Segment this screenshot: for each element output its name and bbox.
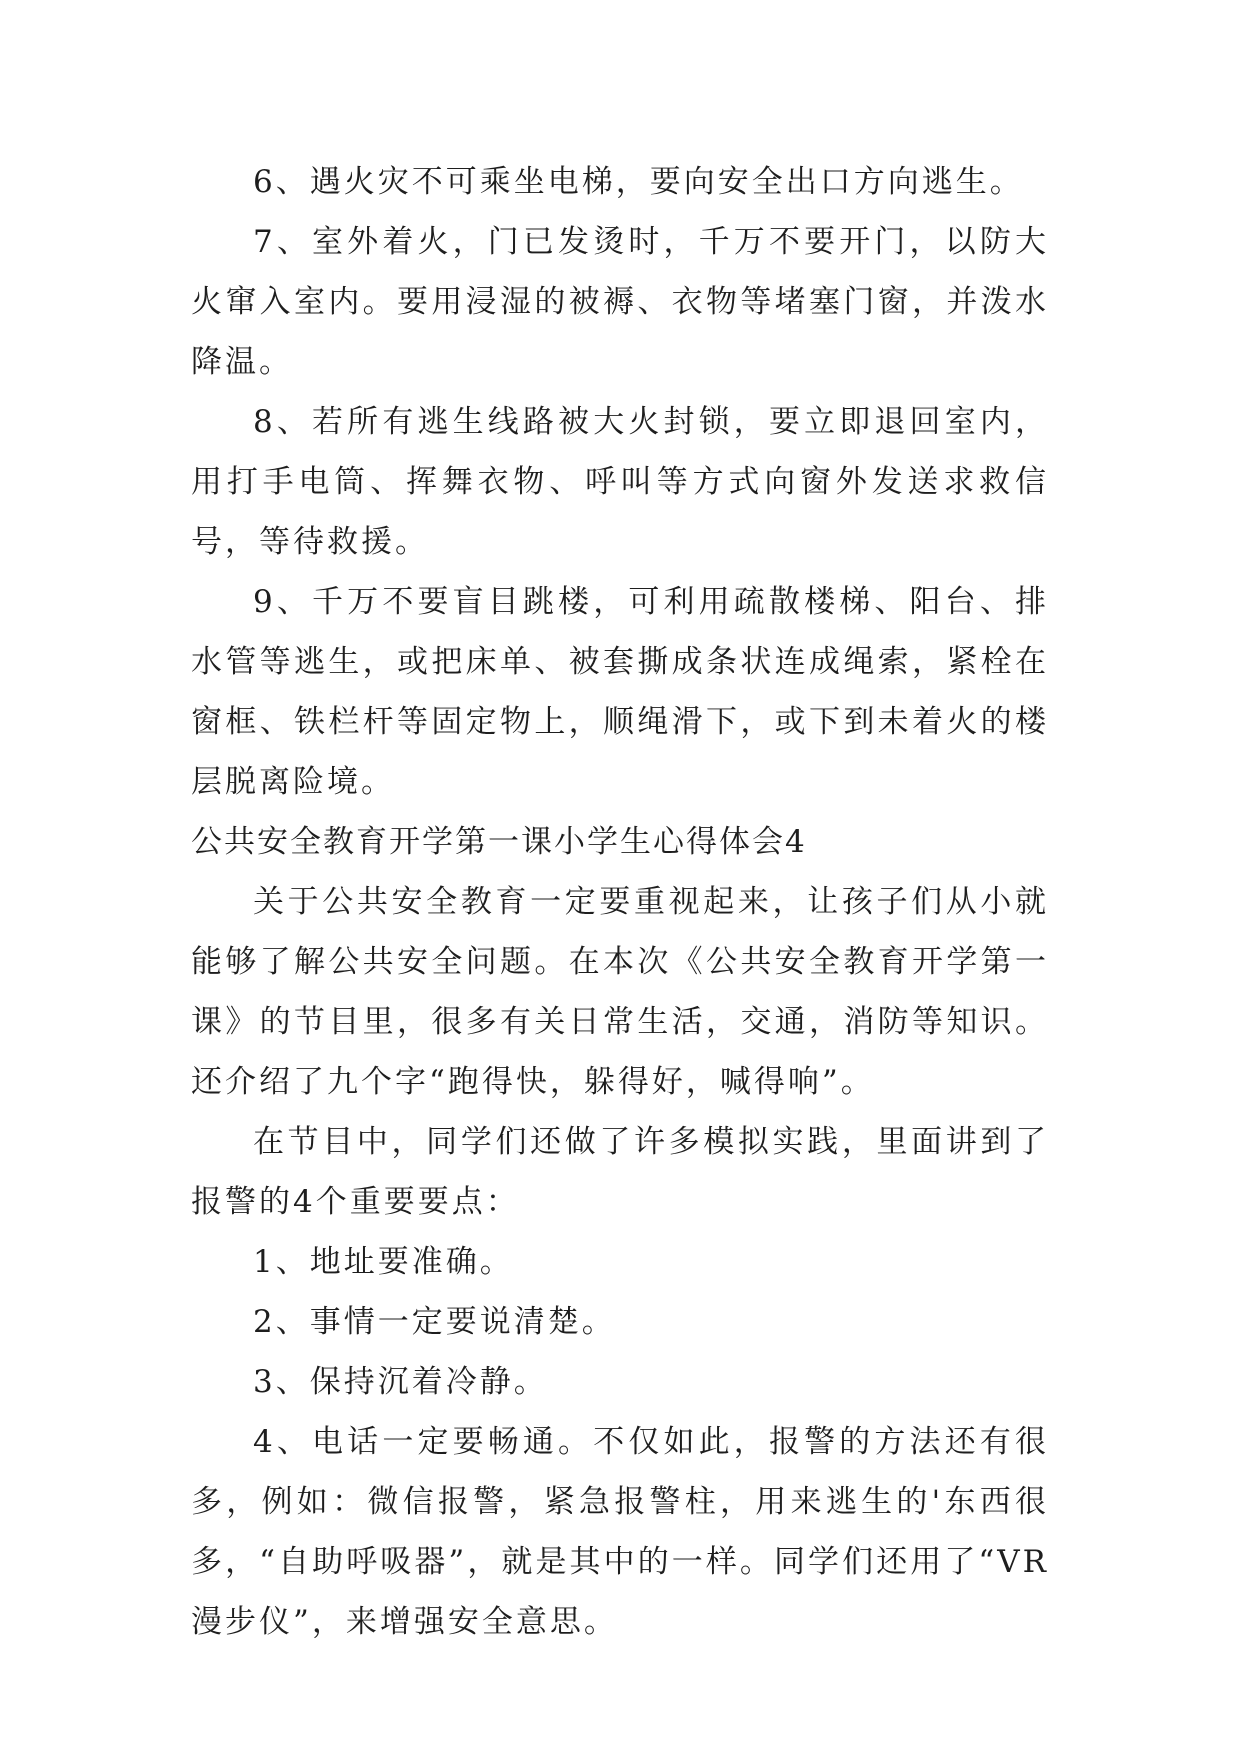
paragraph-item-9: 9、千万不要盲目跳楼，可利用疏散楼梯、阳台、排水管等逃生，或把床单、被套撕成条状连成绳索，紧栓在窗框、铁栏杆等固定物上，顺绳滑下，或下到未着火的楼层脱离险境。 bbox=[191, 584, 1049, 800]
section-heading: 公共安全教育开学第一课小学生心得体会4 bbox=[191, 824, 807, 860]
list-item-point-4: 4、电话一定要畅通。不仅如此，报警的方法还有很多，例如：微信报警，紧急报警柱，用来逃生的'东西很多，“自助呼吸器”，就是其中的一样。同学们还用了“VR漫步仪”，来增强安全意思。 bbox=[191, 1424, 1049, 1640]
document-body bbox=[191, 152, 1049, 1652]
paragraph-item-7: 7、室外着火，门已发烫时，千万不要开门，以防大火窜入室内。要用浸湿的被褥、衣物等堵塞门窗，并泼水降温。 bbox=[191, 224, 1049, 380]
paragraph-item-8: 8、若所有逃生线路被大火封锁，要立即退回室内，用打手电筒、挥舞衣物、呼叫等方式向窗外发送求救信号，等待救援。 bbox=[191, 404, 1049, 560]
list-item-point-1: 1、地址要准确。 bbox=[253, 1244, 514, 1280]
paragraph-intro: 关于公共安全教育一定要重视起来，让孩子们从小就能够了解公共安全问题。在本次《公共安全教育开学第一课》的节目里，很多有关日常生活，交通，消防等知识。还介绍了九个字“跑得快，躲得好，喊得响”。 bbox=[191, 884, 1049, 1100]
paragraph-practice: 在节目中，同学们还做了许多模拟实践，里面讲到了报警的4个重要要点： bbox=[191, 1124, 1049, 1220]
list-item-point-3: 3、保持沉着冷静。 bbox=[253, 1364, 548, 1400]
paragraph-item-6: 6、遇火灾不可乘坐电梯，要向安全出口方向逃生。 bbox=[253, 164, 1024, 200]
list-item-point-2: 2、事情一定要说清楚。 bbox=[253, 1304, 616, 1340]
